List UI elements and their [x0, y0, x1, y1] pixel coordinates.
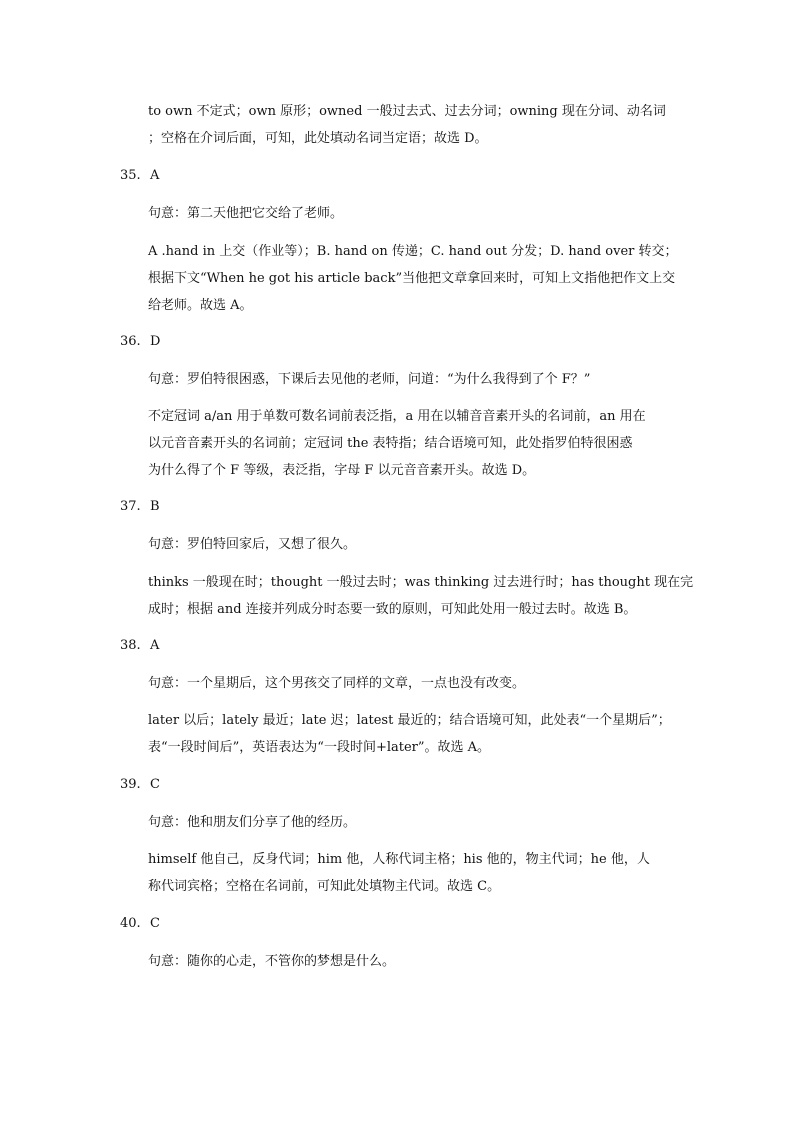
question-number: 39. [120, 777, 141, 792]
question-answer: D [150, 334, 161, 349]
question-number: 40. [120, 916, 141, 931]
meaning-line: 句意：第二天他把它交给了老师。 [148, 206, 344, 221]
intro-line: to own 不定式；own 原形；owned 一般过去式、过去分词；owning 现在分词、动名词 [148, 104, 666, 119]
explanation-line: 称代词宾格；空格在名词前，可知此处填物主代词。故选 C。 [148, 879, 501, 894]
question-39 [120, 775, 160, 795]
question-35-explanation [148, 238, 678, 319]
meaning-line: 句意：随你的心走，不管你的梦想是什么。 [148, 954, 396, 969]
question-number: 38. [120, 638, 141, 653]
explanation-line: 表“一段时间后”，英语表达为“一段时间+later”。故选 A。 [148, 740, 491, 755]
explanation-line: later 以后；lately 最近；late 迟；latest 最近的；结合语境可知，此处表“一个星期后”； [148, 713, 671, 728]
question-39-meaning [148, 809, 668, 836]
question-answer: B [150, 499, 160, 514]
explanation-line: 不定冠词 a/an 用于单数可数名词前表泛指，a 用在以辅音音素开头的名词前，an 用在 [148, 409, 646, 424]
question-answer: C [150, 777, 160, 792]
question-40-meaning [148, 948, 668, 975]
meaning-line: 句意：罗伯特很困惑，下课后去见他的老师，问道：“为什么我得到了个 F？” [148, 372, 591, 387]
explanation-line: 为什么得了个 F 等级，表泛指，字母 F 以元音音素开头。故选 D。 [148, 463, 536, 478]
explanation-line: 以元音音素开头的名词前；定冠词 the 表特指；结合语境可知，此处指罗伯特很困惑 [148, 436, 633, 451]
question-38-meaning [148, 670, 668, 697]
question-40 [120, 914, 160, 934]
explanation-line: 根据下文“When he got his article back”当他把文章拿回来时，可知上文指他把作文上交 [148, 271, 676, 286]
intro-line: ；空格在介词后面，可知，此处填动名词当定语；故选 D。 [148, 131, 488, 146]
question-number: 36. [120, 334, 141, 349]
question-number: 37. [120, 499, 141, 514]
explanation-line: thinks 一般现在时；thought 一般过去时；was thinking 过去进行时；has thought 现在完 [148, 575, 694, 590]
question-36 [120, 332, 160, 352]
question-35-meaning [148, 200, 668, 227]
explanation-line: A .hand in 上交（作业等）；B. hand on 传递；C. hand out 分发；D. hand over 转交； [148, 244, 678, 259]
question-number: 35. [120, 168, 141, 183]
question-39-explanation [148, 846, 668, 900]
intro-explanation [148, 98, 668, 152]
explanation-line: 成时；根据 and 连接并列成分时态要一致的原则，可知此处用一般过去时。故选 B。 [148, 602, 637, 617]
question-36-explanation [148, 403, 668, 484]
meaning-line: 句意：罗伯特回家后，又想了很久。 [148, 537, 357, 552]
question-37-meaning [148, 531, 668, 558]
meaning-line: 句意：一个星期后，这个男孩交了同样的文章，一点也没有改变。 [148, 676, 526, 691]
question-38 [120, 636, 159, 656]
question-37 [120, 497, 160, 517]
question-38-explanation [148, 707, 671, 761]
question-36-meaning [148, 366, 668, 393]
explanation-line: himself 他自己，反身代词；him 他，人称代词主格；his 他的，物主代词；he 他，人 [148, 852, 650, 867]
question-37-explanation [148, 569, 694, 623]
question-answer: C [150, 916, 160, 931]
question-answer: A [150, 168, 160, 183]
question-answer: A [150, 638, 160, 653]
explanation-line: 给老师。故选 A。 [148, 298, 253, 313]
question-35 [120, 166, 159, 186]
meaning-line: 句意：他和朋友们分享了他的经历。 [148, 815, 357, 830]
